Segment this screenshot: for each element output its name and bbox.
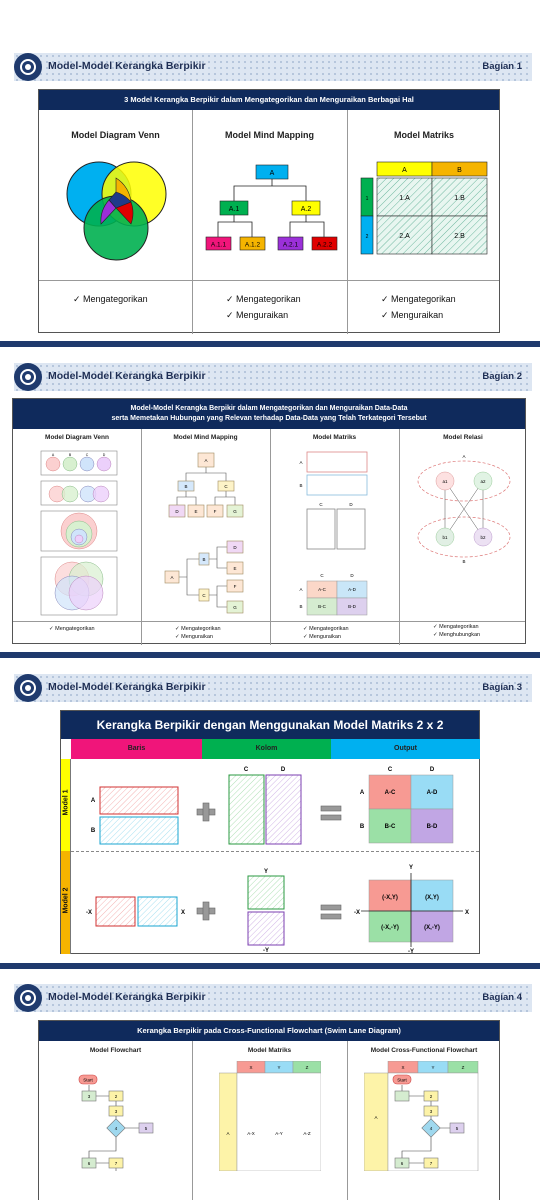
m2-quadrant-1: (X,Y) xyxy=(425,895,439,901)
cross-step-5: 5 xyxy=(455,1126,459,1131)
section-part: Bagian 1 xyxy=(482,61,522,72)
mind-map-diagram xyxy=(202,162,342,258)
panel-matrix-2x2 xyxy=(60,710,480,954)
tree2-node-d: D xyxy=(233,545,237,550)
section-header xyxy=(14,53,532,81)
tree2-node-c: C xyxy=(202,593,206,598)
relation-check-connect: ✓ Menghubungkan xyxy=(433,632,481,638)
matrix-cell-1a: 1.A xyxy=(399,195,410,202)
venn-label-c: C xyxy=(85,453,89,457)
section-divider xyxy=(0,341,540,347)
swim-row-a: A xyxy=(226,1131,230,1136)
mat-cell-bd: B-D xyxy=(348,604,356,609)
mat2-row-b: B xyxy=(299,604,303,609)
mind-node-a12: A.1.2 xyxy=(244,241,261,249)
m2-out-neg-x: -X xyxy=(354,910,360,916)
cross-row-a: A xyxy=(374,1115,378,1120)
section-1 xyxy=(0,0,540,350)
tree2-node-g: G xyxy=(233,605,237,610)
flow-step-4: 4 xyxy=(114,1126,118,1131)
swim-col-x: X xyxy=(249,1065,253,1070)
tree1-node-b: B xyxy=(184,484,188,489)
panel-title-line-2: serta Memetakan Hubungan yang Relevan terhadap Data-Data yang Telah Terkategori Tersebut xyxy=(111,415,427,422)
section-header xyxy=(14,984,532,1012)
m2-quadrant-3: (-X,-Y) xyxy=(381,925,399,931)
tree1-node-d: D xyxy=(175,509,179,514)
matrix-cell-2b: 2.B xyxy=(454,233,465,240)
matrix-col-b: B xyxy=(457,167,462,174)
relation-diagram xyxy=(411,447,517,619)
row-model-1: Model 1 xyxy=(61,759,71,851)
tree1-node-c: C xyxy=(224,484,228,489)
venn-check-categorize: ✓ Mengategorikan xyxy=(73,294,148,304)
panel-three-models xyxy=(38,89,500,333)
relation-set-a: A xyxy=(462,454,466,459)
venn-label-d: D xyxy=(102,453,106,457)
swimlane-matrix-diagram xyxy=(219,1061,321,1171)
relation-node-a2: a2 xyxy=(480,479,486,484)
section-part: Bagian 4 xyxy=(482,992,522,1003)
tree1-node-e: E xyxy=(194,509,198,514)
m2-out-neg-y: -Y xyxy=(408,949,414,954)
relation-title: Model Relasi xyxy=(443,434,483,441)
venn-title: Model Diagram Venn xyxy=(71,130,160,140)
relation-node-b2: b2 xyxy=(480,535,486,540)
venn2-check-categorize: ✓ Mengategorikan xyxy=(49,626,95,632)
brain-gear-logo-icon xyxy=(14,674,42,702)
cross-col-z: Z xyxy=(461,1065,465,1070)
col-header-kolom: Kolom xyxy=(202,739,331,759)
mind-node-a22: A.2.2 xyxy=(316,241,333,249)
m1-row-b: B xyxy=(90,828,96,834)
mat-row-a: A xyxy=(299,460,303,465)
col-header-baris: Baris xyxy=(71,739,202,759)
section-title: Model-Model Kerangka Berpikir xyxy=(48,370,206,382)
section-title: Model-Model Kerangka Berpikir xyxy=(48,991,206,1003)
mind2-check-categorize: ✓ Mengategorikan xyxy=(175,626,221,632)
section-title: Model-Model Kerangka Berpikir xyxy=(48,60,206,72)
panel-title: 3 Model Kerangka Berpikir dalam Mengategorikan dan Menguraikan Berbagai Hal xyxy=(39,90,499,110)
m1-out-col-d: D xyxy=(429,767,435,773)
matrix-row-2: 2 xyxy=(365,234,369,240)
mat-cell-ac: A-C xyxy=(318,587,326,592)
matrix-cell-2a: 2.A xyxy=(399,233,410,240)
panel-title: Kerangka Berpikir pada Cross-Functional Flowchart (Swim Lane Diagram) xyxy=(39,1021,499,1041)
flowchart-diagram xyxy=(69,1061,169,1171)
cross-col-x: X xyxy=(401,1065,405,1070)
section-3 xyxy=(0,660,540,970)
cross-step-7: 7 xyxy=(429,1161,433,1166)
section-4 xyxy=(0,970,540,1200)
m2-out-pos-y: Y xyxy=(408,865,414,871)
m1-col-d: D xyxy=(280,767,286,773)
col-header-output: Output xyxy=(331,739,480,759)
mind-node-a11: A.1.1 xyxy=(210,241,227,249)
matrix-2x2-diagram xyxy=(71,759,479,954)
m1-cell-bc: B-C xyxy=(384,824,396,830)
cross-col-y: Y xyxy=(431,1065,435,1070)
section-header xyxy=(14,674,532,702)
mat-cell-bc: B-C xyxy=(318,604,326,609)
section-2 xyxy=(0,350,540,660)
flow-step-3a: 3 xyxy=(87,1094,91,1099)
tree2-node-b: B xyxy=(202,557,206,562)
brain-gear-logo-icon xyxy=(14,363,42,391)
m1-cell-ac: A-C xyxy=(384,790,396,796)
mind-check-categorize: ✓ Mengategorikan xyxy=(226,294,301,304)
venn-variants-diagram xyxy=(39,449,119,619)
cross-step-3: 3 xyxy=(429,1109,433,1114)
brain-gear-logo-icon xyxy=(14,984,42,1012)
flow-step-2: 2 xyxy=(114,1094,118,1099)
mind-check-decompose: ✓ Menguraikan xyxy=(226,310,289,320)
cross-step-6: 6 xyxy=(400,1161,404,1166)
tree1-node-a: A xyxy=(204,458,208,463)
tree1-node-f: F xyxy=(213,509,217,514)
m1-cell-ad: A-D xyxy=(426,790,438,796)
m2-quadrant-4: (X,-Y) xyxy=(424,925,440,931)
panel-title xyxy=(13,399,525,429)
venn-label-b: B xyxy=(68,453,72,457)
flow-step-3: 3 xyxy=(114,1109,118,1114)
flow-step-6: 6 xyxy=(87,1161,91,1166)
relation-set-b: B xyxy=(462,559,466,564)
cross-start: Start xyxy=(397,1077,407,1083)
cross-step-2: 2 xyxy=(429,1094,433,1099)
swim-cell-az: A-Z xyxy=(303,1131,311,1136)
m2-quadrant-2: (-X,Y) xyxy=(382,895,398,901)
relation-node-b1: b1 xyxy=(442,535,448,540)
mind-node-a21: A.2.1 xyxy=(282,241,299,249)
tree1-node-g: G xyxy=(233,509,237,514)
mat2-col-c: C xyxy=(320,573,324,578)
matrix-diagram xyxy=(357,158,492,258)
relation-check-categorize: ✓ Mengategorikan xyxy=(433,624,479,630)
m2-neg-y: -Y xyxy=(263,948,269,954)
flow-start: Start xyxy=(83,1077,93,1083)
mat-cell-ad: A-D xyxy=(348,587,356,592)
m2-pos-x: X xyxy=(180,910,186,916)
section-divider xyxy=(0,963,540,969)
mind-map-title: Model Mind Mapping xyxy=(225,130,314,140)
mat2-col-d: D xyxy=(350,573,354,578)
matrix-check-decompose: ✓ Menguraikan xyxy=(381,310,444,320)
mind-node-a1: A.1 xyxy=(228,206,240,213)
venn-diagram xyxy=(59,156,174,266)
swim-cell-ax: A-X xyxy=(247,1131,255,1136)
cross-flowchart-title: Model Cross-Functional Flowchart xyxy=(370,1047,478,1054)
panel-four-models xyxy=(12,398,526,644)
matrix-title: Model Matriks xyxy=(312,434,357,441)
section-title: Model-Model Kerangka Berpikir xyxy=(48,681,206,693)
section-header xyxy=(14,363,532,391)
m1-cell-bd: B-D xyxy=(426,824,438,830)
venn-title: Model Diagram Venn xyxy=(45,434,109,441)
mat-row-b: B xyxy=(299,483,303,488)
tree2-node-f: F xyxy=(233,584,237,589)
mind2-check-decompose: ✓ Menguraikan xyxy=(175,634,213,640)
brain-gear-logo-icon xyxy=(14,53,42,81)
cross-step-4: 4 xyxy=(429,1126,433,1131)
matrix-build-diagram xyxy=(281,447,389,619)
section-divider xyxy=(0,652,540,658)
flow-step-5: 5 xyxy=(144,1126,148,1131)
mat-col-d: D xyxy=(349,502,353,507)
swim-col-y: Y xyxy=(277,1065,281,1070)
m1-out-row-b: B xyxy=(359,824,365,830)
m1-row-a: A xyxy=(90,798,96,804)
mind-map-title: Model Mind Mapping xyxy=(173,434,238,441)
m2-neg-x: -X xyxy=(86,910,92,916)
m2-out-pos-x: X xyxy=(464,910,470,916)
mind-node-a2: A.2 xyxy=(300,206,312,213)
m2-pos-y: Y xyxy=(263,869,269,875)
section-part: Bagian 3 xyxy=(482,682,522,693)
m1-out-col-c: C xyxy=(387,767,393,773)
matrix-col-a: A xyxy=(402,167,407,174)
panel-title: Kerangka Berpikir dengan Menggunakan Model Matriks 2 x 2 xyxy=(61,711,479,739)
panel-title-line-1: Model-Model Kerangka Berpikir dalam Mengategorikan dan Menguraikan Data-Data xyxy=(130,405,408,412)
m1-out-row-a: A xyxy=(359,790,365,796)
panel-swim-lane xyxy=(38,1020,500,1200)
flowchart-title: Model Flowchart xyxy=(89,1047,142,1054)
mind-node-a: A xyxy=(269,170,275,177)
matrix-cell-1b: 1.B xyxy=(454,195,465,202)
matrix-row-1: 1 xyxy=(365,196,369,202)
tree2-node-e: E xyxy=(233,566,237,571)
venn-label-a: A xyxy=(51,453,55,457)
relation-node-a1: a1 xyxy=(442,479,448,484)
matrix2-check-categorize: ✓ Mengategorikan xyxy=(303,626,349,632)
tree2-node-a: A xyxy=(170,575,174,580)
matrix2-check-decompose: ✓ Menguraikan xyxy=(303,634,341,640)
matrix-title: Model Matriks xyxy=(393,130,454,140)
swim-col-z: Z xyxy=(305,1065,309,1070)
cross-flowchart-diagram xyxy=(364,1061,488,1171)
swim-cell-ay: A-Y xyxy=(275,1131,283,1136)
row-model-2: Model 2 xyxy=(61,851,71,954)
section-part: Bagian 2 xyxy=(482,371,522,382)
m1-col-c: C xyxy=(243,767,249,773)
mat-col-c: C xyxy=(319,502,323,507)
mat2-row-a: A xyxy=(299,587,303,592)
matrix-title: Model Matriks xyxy=(247,1047,292,1054)
matrix-check-categorize: ✓ Mengategorikan xyxy=(381,294,456,304)
tree-diagrams xyxy=(153,447,259,619)
flow-step-7: 7 xyxy=(114,1161,118,1166)
